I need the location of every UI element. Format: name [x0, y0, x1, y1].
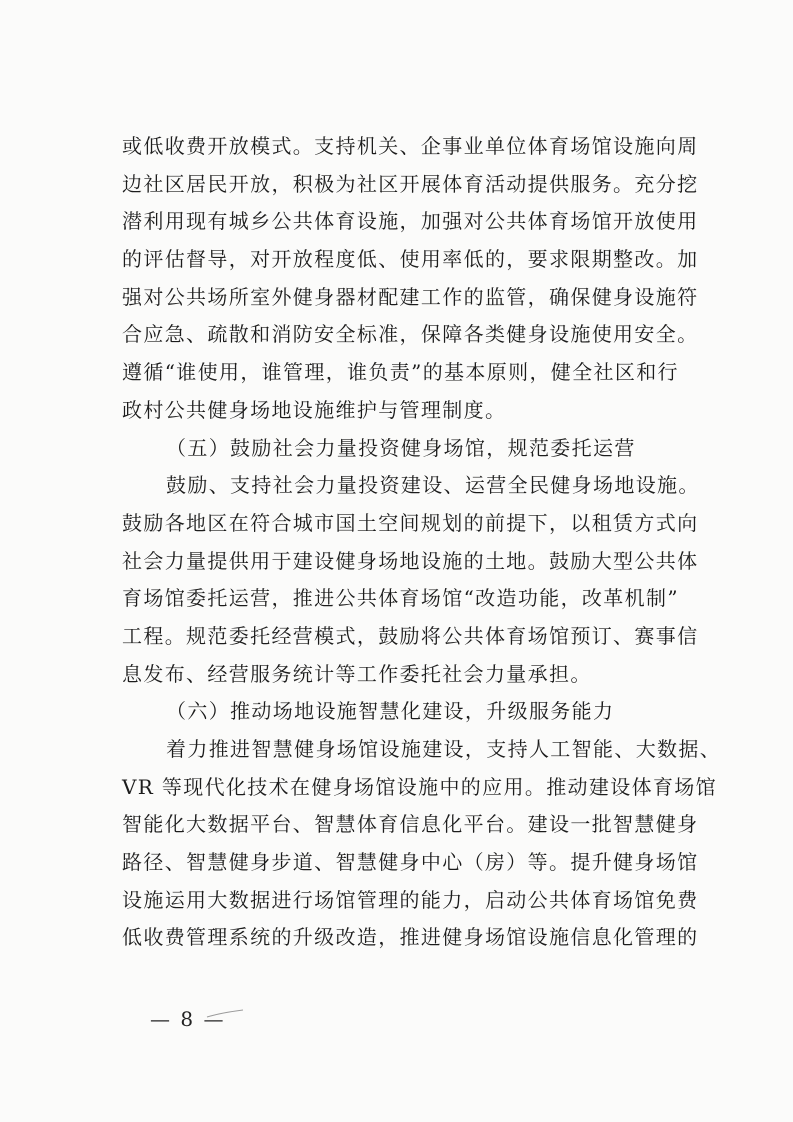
- page-number: — 8 —: [150, 1007, 226, 1031]
- text-line: 或低收费开放模式。支持机关、企事业单位体育场馆设施向周: [122, 134, 699, 158]
- text-line: 合应急、疏散和消防安全标准，保障各类健身设施使用安全。: [122, 322, 699, 347]
- pen-stroke-mark: [205, 1008, 245, 1020]
- text-line: 着力推进智慧健身场馆设施建设，支持人工智能、大数据、: [166, 737, 722, 761]
- text-line: 低收费管理系统的升级改造，推进健身场馆设施信息化管理的: [122, 925, 699, 950]
- text-line: 设施运用大数据进行场馆管理的能力，启动公共体育场馆免费: [122, 887, 699, 912]
- text-line: 路径、智慧健身步道、智慧健身中心（房）等。提升健身场馆: [122, 850, 699, 875]
- text-line: 鼓励、支持社会力量投资建设、运营全民健身场地设施。: [166, 473, 700, 498]
- text-line: 育场馆委托运营，推进公共体育场馆“改造功能，改革机制”: [122, 586, 679, 611]
- text-line: 边社区居民开放，积极为社区开展体育活动提供服务。充分挖: [122, 171, 699, 196]
- text-line: 潜利用现有城乡公共体育设施，加强对公共体育场馆开放使用: [122, 209, 699, 234]
- text-line: 工程。规范委托经营模式，鼓励将公共体育场馆预订、赛事信: [122, 623, 699, 648]
- body-text: [122, 128, 722, 957]
- text-line: 强对公共场所室外健身器材配建工作的监管，确保健身设施符: [122, 284, 699, 309]
- text-line: 息发布、经营服务统计等工作委托社会力量承担。: [122, 661, 592, 686]
- text-line: 政村公共健身场地设施维护与管理制度。: [122, 397, 507, 422]
- section-heading-6: （六）推动场地设施智慧化建设，升级服务能力: [166, 699, 615, 724]
- text-line: 社会力量提供用于建设健身场地设施的土地。鼓励大型公共体: [122, 548, 699, 573]
- text-line: VR 等现代化技术在健身场馆设施中的应用。推动建设体育场馆: [122, 774, 718, 799]
- text-line: 智能化大数据平台、智慧体育信息化平台。建设一批智慧健身: [122, 812, 699, 837]
- text-line: 的评估督导，对开放程度低、使用率低的，要求限期整改。加: [122, 247, 699, 272]
- section-heading-5: （五）鼓励社会力量投资健身场馆，规范委托运营: [166, 435, 636, 460]
- text-line: 遵循“谁使用，谁管理，谁负责”的基本原则，健全社区和行: [122, 360, 679, 385]
- text-line: 鼓励各地区在符合城市国土空间规划的前提下，以租赁方式向: [122, 510, 699, 535]
